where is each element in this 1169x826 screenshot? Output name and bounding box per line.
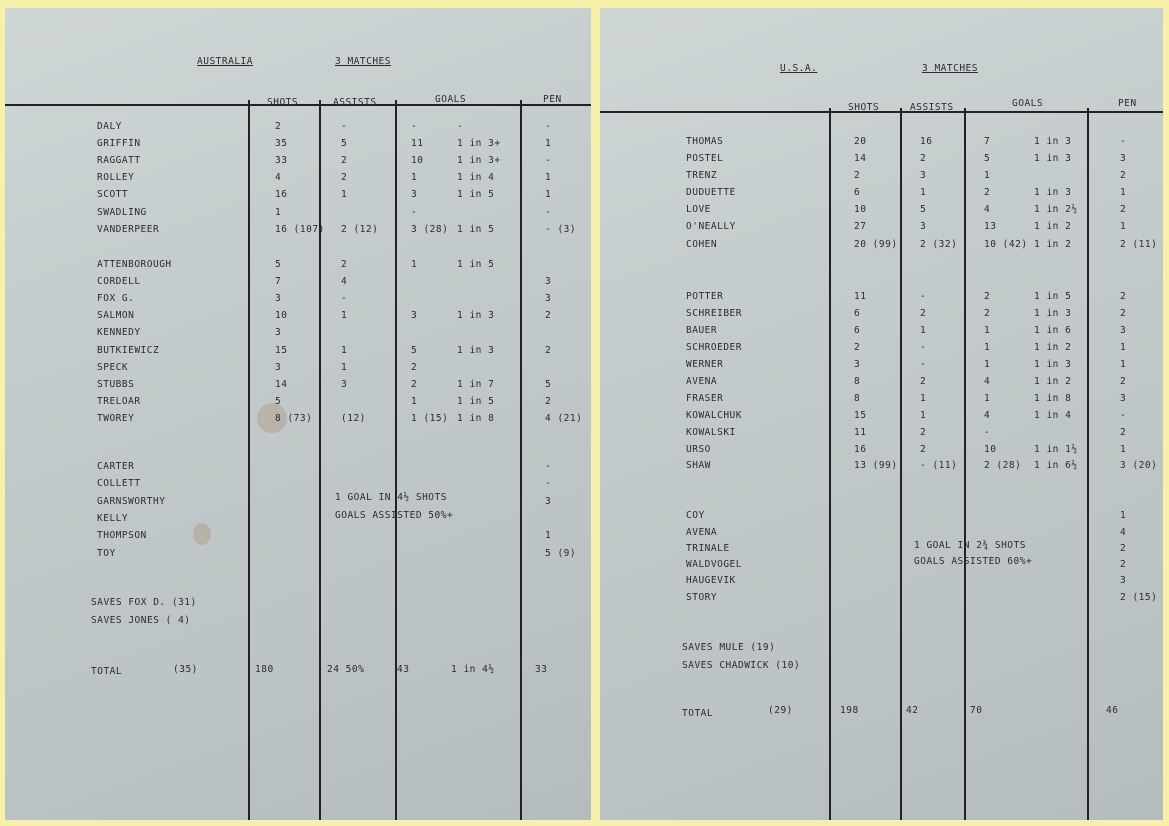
player-assists: - (11) [920, 460, 958, 471]
total-label: TOTAL [682, 708, 714, 719]
player-pen: 2 [545, 310, 552, 321]
page-fold [5, 8, 115, 70]
total-ratio: 1 in 4½ [451, 664, 495, 675]
player-assists: 1 [920, 187, 927, 198]
column-rule [248, 100, 250, 820]
player-name: LOVE [686, 204, 711, 215]
goal-rate-note: 1 GOAL IN 4½ SHOTS [335, 492, 447, 503]
player-assists: 2 [920, 376, 927, 387]
player-shots: 3 [275, 362, 282, 373]
player-assists: - [920, 359, 927, 370]
total-paren: (35) [173, 664, 198, 675]
matches-label: 3 MATCHES [335, 56, 391, 67]
player-shots: 6 [854, 187, 861, 198]
player-assists: 4 [341, 276, 348, 287]
column-rule [829, 108, 831, 820]
player-name: AVENA [686, 376, 718, 387]
column-rule [395, 100, 397, 820]
player-pen: 1 [1120, 510, 1127, 521]
player-shots: 10 [854, 204, 867, 215]
player-shots: 14 [854, 153, 867, 164]
player-name: SCOTT [97, 189, 129, 200]
player-assists: 2 (32) [920, 239, 958, 250]
player-goals: 5 [411, 345, 418, 356]
player-name: ROLLEY [97, 172, 135, 183]
total-shots: 198 [840, 705, 859, 716]
player-shots: 27 [854, 221, 867, 232]
player-ratio: 1 in 4 [1034, 410, 1072, 421]
player-pen: 2 [1120, 559, 1127, 570]
assist-rate-note: GOALS ASSISTED 50%+ [335, 510, 454, 521]
player-pen: 2 [1120, 170, 1127, 181]
player-shots: 20 (99) [854, 239, 898, 250]
player-shots: 16 (107) [275, 224, 325, 235]
total-assists: 24 50% [327, 664, 365, 675]
shots-header: SHOTS [267, 97, 299, 108]
player-assists: - [341, 293, 348, 304]
player-shots: 3 [275, 327, 282, 338]
player-shots: 2 [275, 121, 282, 132]
matches-label: 3 MATCHES [922, 63, 978, 74]
player-shots: 14 [275, 379, 288, 390]
player-pen: 1 [1120, 187, 1127, 198]
player-name: WERNER [686, 359, 724, 370]
player-pen: 2 [1120, 543, 1127, 554]
player-assists: 1 [920, 325, 927, 336]
player-goals: 1 [984, 342, 991, 353]
player-name: SCHROEDER [686, 342, 742, 353]
player-ratio: 1 in 8 [1034, 393, 1072, 404]
player-name: STORY [686, 592, 718, 603]
player-assists: - [920, 342, 927, 353]
player-name: SPECK [97, 362, 129, 373]
player-ratio: 1 in 5 [457, 259, 495, 270]
player-pen: 3 [1120, 325, 1127, 336]
player-goals: 1 [411, 172, 418, 183]
player-shots: 3 [275, 293, 282, 304]
player-name: BUTKIEWICZ [97, 345, 160, 356]
player-goals: 10 [984, 444, 997, 455]
player-assists: 5 [920, 204, 927, 215]
player-name: STUBBS [97, 379, 135, 390]
player-name: DALY [97, 121, 122, 132]
player-pen: - [545, 207, 552, 218]
player-goals: 2 [411, 379, 418, 390]
player-pen: 2 (11) [1120, 239, 1158, 250]
player-goals: - [411, 207, 418, 218]
player-pen: 1 [1120, 444, 1127, 455]
player-name: KOWALSKI [686, 427, 736, 438]
player-name: FOX G. [97, 293, 135, 304]
player-name: COLLETT [97, 478, 141, 489]
player-name: URSO [686, 444, 711, 455]
player-assists: (12) [341, 413, 366, 424]
player-pen: 4 [1120, 527, 1127, 538]
total-pen: 46 [1106, 705, 1119, 716]
player-goals: 1 [411, 259, 418, 270]
player-pen: 1 [545, 530, 552, 541]
player-pen: 1 [545, 172, 552, 183]
player-shots: 8 [854, 376, 861, 387]
player-ratio: 1 in 3+ [457, 138, 501, 149]
player-pen: 3 [1120, 393, 1127, 404]
total-goals: 70 [970, 705, 983, 716]
team-title: AUSTRALIA [197, 56, 253, 67]
player-pen: 2 (15) [1120, 592, 1158, 603]
player-shots: 35 [275, 138, 288, 149]
page-fold [600, 8, 710, 70]
player-assists: 1 [920, 410, 927, 421]
player-ratio: 1 in 2 [1034, 342, 1072, 353]
player-shots: 5 [275, 396, 282, 407]
player-shots: 8 (73) [275, 413, 313, 424]
goals-header: GOALS [1012, 98, 1044, 109]
column-rule [900, 108, 902, 820]
header-rule [600, 111, 1163, 113]
player-pen: - [545, 155, 552, 166]
player-goals: 1 [984, 325, 991, 336]
player-pen: 2 [545, 396, 552, 407]
player-pen: - [1120, 410, 1127, 421]
player-ratio: 1 in 8 [457, 413, 495, 424]
player-shots: 3 [854, 359, 861, 370]
player-name: SHAW [686, 460, 711, 471]
player-pen: 1 [1120, 342, 1127, 353]
player-assists: 1 [920, 393, 927, 404]
player-pen: 1 [1120, 221, 1127, 232]
player-pen: - (3) [545, 224, 577, 235]
player-name: TRELOAR [97, 396, 141, 407]
player-goals: - [411, 121, 418, 132]
pen-header: PEN [1118, 98, 1137, 109]
player-name: SCHREIBER [686, 308, 742, 319]
player-pen: 1 [1120, 359, 1127, 370]
player-pen: 2 [1120, 427, 1127, 438]
player-ratio: 1 in 1½ [1034, 444, 1078, 455]
saves-line: SAVES FOX D. (31) [91, 597, 197, 608]
player-assists: 2 [920, 308, 927, 319]
pen-header: PEN [543, 94, 562, 105]
player-pen: 2 [545, 345, 552, 356]
stain [193, 523, 211, 545]
player-name: KENNEDY [97, 327, 141, 338]
player-ratio: 1 in 7 [457, 379, 495, 390]
player-assists: 5 [341, 138, 348, 149]
player-shots: 20 [854, 136, 867, 147]
player-assists: 16 [920, 136, 933, 147]
player-ratio: 1 in 3 [1034, 308, 1072, 319]
player-name: TRINALE [686, 543, 730, 554]
player-assists: 1 [341, 362, 348, 373]
player-shots: 15 [275, 345, 288, 356]
player-goals: 4 [984, 376, 991, 387]
player-name: VANDERPEER [97, 224, 160, 235]
player-name: COHEN [686, 239, 718, 250]
player-pen: - [545, 461, 552, 472]
total-paren: (29) [768, 705, 793, 716]
player-pen: 5 [545, 379, 552, 390]
column-rule [1087, 108, 1089, 820]
player-pen: - [545, 121, 552, 132]
player-shots: 10 [275, 310, 288, 321]
player-pen: 3 [545, 496, 552, 507]
player-ratio: 1 in 3 [1034, 187, 1072, 198]
player-goals: 11 [411, 138, 424, 149]
player-name: CORDELL [97, 276, 141, 287]
player-shots: 2 [854, 342, 861, 353]
player-shots: 1 [275, 207, 282, 218]
player-goals: 1 (15) [411, 413, 449, 424]
player-goals: 10 [411, 155, 424, 166]
player-pen: 2 [1120, 291, 1127, 302]
player-name: HAUGEVIK [686, 575, 736, 586]
player-pen: 1 [545, 189, 552, 200]
player-pen: 4 (21) [545, 413, 583, 424]
player-pen: 3 (20) [1120, 460, 1158, 471]
australia-sheet [5, 8, 591, 820]
player-assists: 2 [920, 153, 927, 164]
total-shots: 180 [255, 664, 274, 675]
player-pen: 3 [545, 276, 552, 287]
player-shots: 16 [854, 444, 867, 455]
player-pen: 2 [1120, 204, 1127, 215]
player-shots: 7 [275, 276, 282, 287]
saves-line: SAVES MULE (19) [682, 642, 776, 653]
total-label: TOTAL [91, 666, 123, 677]
player-assists: 3 [920, 221, 927, 232]
player-ratio: 1 in 6 [1034, 325, 1072, 336]
player-assists: 2 (12) [341, 224, 379, 235]
player-name: THOMPSON [97, 530, 147, 541]
player-name: GRIFFIN [97, 138, 141, 149]
player-assists: 1 [341, 345, 348, 356]
player-goals: 2 [411, 362, 418, 373]
player-name: POSTEL [686, 153, 724, 164]
player-shots: 11 [854, 427, 867, 438]
usa-sheet [600, 8, 1163, 820]
player-goals: 7 [984, 136, 991, 147]
player-ratio: 1 in 5 [457, 224, 495, 235]
player-ratio: 1 in 5 [457, 396, 495, 407]
player-shots: 4 [275, 172, 282, 183]
player-goals: 5 [984, 153, 991, 164]
assists-header: ASSISTS [910, 102, 954, 113]
player-shots: 33 [275, 155, 288, 166]
player-goals: 3 [411, 310, 418, 321]
player-name: POTTER [686, 291, 724, 302]
player-name: TOY [97, 548, 116, 559]
player-ratio: 1 in 6½ [1034, 460, 1078, 471]
player-goals: 10 (42) [984, 239, 1028, 250]
saves-line: SAVES CHADWICK (10) [682, 660, 801, 671]
player-goals: 2 [984, 291, 991, 302]
player-shots: 5 [275, 259, 282, 270]
player-ratio: 1 in 3 [457, 310, 495, 321]
player-pen: 3 [1120, 153, 1127, 164]
player-pen: 2 [1120, 376, 1127, 387]
player-ratio: 1 in 3 [1034, 153, 1072, 164]
player-assists: 2 [341, 259, 348, 270]
player-goals: 3 [411, 189, 418, 200]
player-pen: 3 [545, 293, 552, 304]
player-pen: 3 [1120, 575, 1127, 586]
player-name: CARTER [97, 461, 135, 472]
player-name: SWADLING [97, 207, 147, 218]
player-shots: 16 [275, 189, 288, 200]
player-name: FRASER [686, 393, 724, 404]
player-pen: 1 [545, 138, 552, 149]
player-assists: 1 [341, 310, 348, 321]
player-name: GARNSWORTHY [97, 496, 166, 507]
player-ratio: 1 in 3 [1034, 136, 1072, 147]
player-goals: 2 (28) [984, 460, 1022, 471]
player-assists: 2 [341, 172, 348, 183]
player-ratio: 1 in 3+ [457, 155, 501, 166]
player-name: SALMON [97, 310, 135, 321]
player-goals: 2 [984, 187, 991, 198]
player-name: BAUER [686, 325, 718, 336]
player-goals: 4 [984, 410, 991, 421]
player-goals: 1 [411, 396, 418, 407]
player-shots: 13 (99) [854, 460, 898, 471]
player-name: AVENA [686, 527, 718, 538]
player-pen: 5 (9) [545, 548, 577, 559]
player-shots: 6 [854, 325, 861, 336]
player-goals: 1 [984, 170, 991, 181]
team-title: U.S.A. [780, 63, 818, 74]
player-assists: - [341, 121, 348, 132]
player-shots: 11 [854, 291, 867, 302]
player-assists: 2 [920, 444, 927, 455]
player-pen: - [1120, 136, 1127, 147]
player-ratio: 1 in 4 [457, 172, 495, 183]
player-shots: 15 [854, 410, 867, 421]
player-assists: 3 [341, 379, 348, 390]
player-name: KOWALCHUK [686, 410, 742, 421]
player-ratio: 1 in 2 [1034, 239, 1072, 250]
player-goals: 1 [984, 359, 991, 370]
player-assists: 2 [920, 427, 927, 438]
player-goals: 3 (28) [411, 224, 449, 235]
player-pen: - [545, 478, 552, 489]
player-ratio: 1 in 2 [1034, 376, 1072, 387]
player-name: KELLY [97, 513, 129, 524]
player-ratio: 1 in 3 [1034, 359, 1072, 370]
player-name: O'NEALLY [686, 221, 736, 232]
player-goals: - [984, 427, 991, 438]
total-assists: 42 [906, 705, 919, 716]
goals-header: GOALS [435, 94, 467, 105]
player-ratio: 1 in 2½ [1034, 204, 1078, 215]
goal-rate-note: 1 GOAL IN 2¾ SHOTS [914, 540, 1026, 551]
player-shots: 8 [854, 393, 861, 404]
player-assists: 2 [341, 155, 348, 166]
player-name: THOMAS [686, 136, 724, 147]
player-goals: 4 [984, 204, 991, 215]
assist-rate-note: GOALS ASSISTED 60%+ [914, 556, 1033, 567]
saves-line: SAVES JONES ( 4) [91, 615, 191, 626]
player-name: ATTENBOROUGH [97, 259, 172, 270]
player-shots: 2 [854, 170, 861, 181]
player-ratio: - [457, 121, 464, 132]
player-goals: 2 [984, 308, 991, 319]
player-ratio: 1 in 5 [1034, 291, 1072, 302]
player-assists: 1 [341, 189, 348, 200]
total-pen: 33 [535, 664, 548, 675]
player-ratio: 1 in 3 [457, 345, 495, 356]
shots-header: SHOTS [848, 102, 880, 113]
assists-header: ASSISTS [333, 97, 377, 108]
player-name: WALDVOGEL [686, 559, 742, 570]
column-rule [520, 100, 522, 820]
player-assists: - [920, 291, 927, 302]
player-name: TRENZ [686, 170, 718, 181]
player-ratio: 1 in 5 [457, 189, 495, 200]
player-name: DUDUETTE [686, 187, 736, 198]
player-ratio: 1 in 2 [1034, 221, 1072, 232]
player-goals: 13 [984, 221, 997, 232]
player-pen: 2 [1120, 308, 1127, 319]
player-goals: 1 [984, 393, 991, 404]
player-assists: 3 [920, 170, 927, 181]
total-goals: 43 [397, 664, 410, 675]
player-name: COY [686, 510, 705, 521]
column-rule [964, 108, 966, 820]
column-rule [319, 100, 321, 820]
player-shots: 6 [854, 308, 861, 319]
player-name: RAGGATT [97, 155, 141, 166]
player-name: TWOREY [97, 413, 135, 424]
